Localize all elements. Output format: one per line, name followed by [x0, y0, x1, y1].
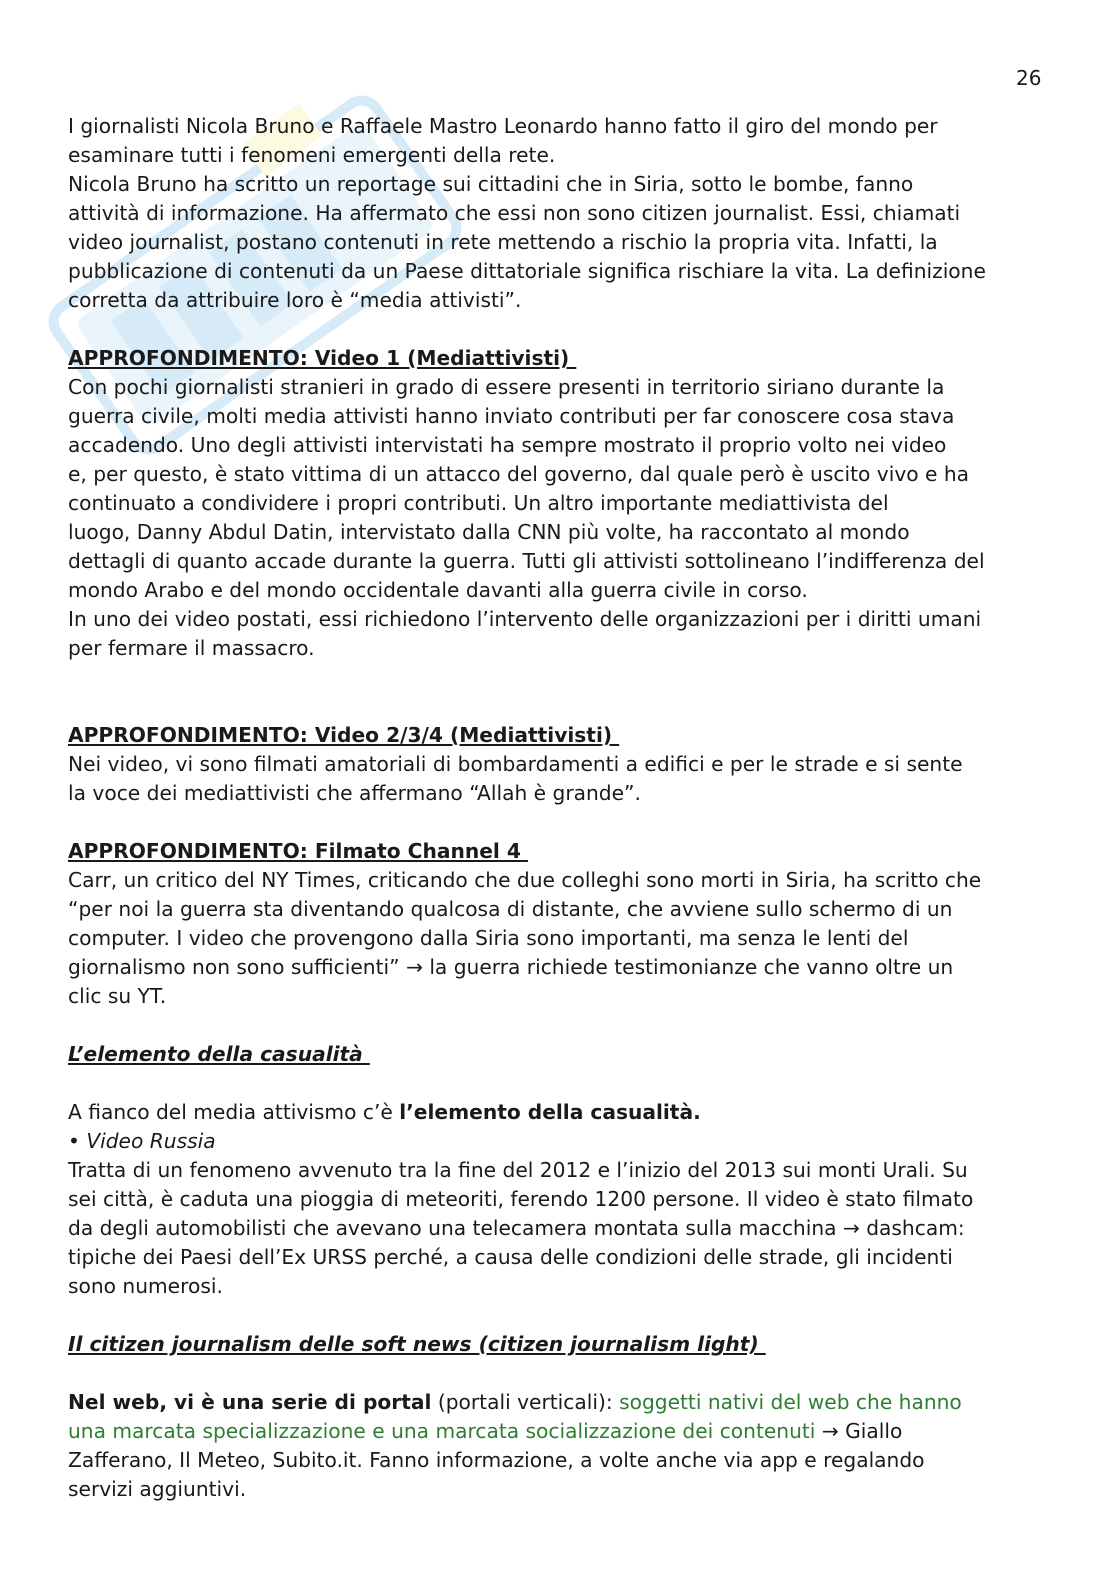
text-line: pubblicazione di contenuti da un Paese dittatoriale significa rischiare la vita. La definizione — [68, 259, 986, 283]
text-line: Nei video, vi sono filmati amatoriali di bombardamenti a edifici e per le strade e si sente — [68, 752, 963, 776]
bullet-icon: • — [68, 1129, 87, 1153]
text-line: I giornalisti Nicola Bruno e Raffaele Mastro Leonardo hanno fatto il giro del mondo per — [68, 114, 938, 138]
text-line: computer. I video che provengono dalla Siria sono importanti, ma senza le lenti del — [68, 926, 909, 950]
text-line: “per noi la guerra sta diventando qualcosa di distante, che avviene sullo schermo di un — [68, 897, 953, 921]
text-line: Nicola Bruno ha scritto un reportage sui cittadini che in Siria, sotto le bombe, fanno — [68, 172, 914, 196]
text-line: continuato a condividere i propri contributi. Un altro importante mediattivista del — [68, 491, 889, 515]
text-line: sei città, è caduta una pioggia di meteoriti, ferendo 1200 persone. Il video è stato filmato — [68, 1187, 974, 1211]
section-heading-video-2-3-4: APPROFONDIMENTO: Video 2/3/4 (Mediattivisti) — [68, 723, 620, 747]
text-line: sono numerosi. — [68, 1274, 223, 1298]
text-line: Zafferano, Il Meteo, Subito.it. Fanno informazione, a volte anche via app e regalando — [68, 1448, 925, 1472]
text-line: la voce dei mediattivisti che affermano “Allah è grande”. — [68, 781, 641, 805]
section-heading-casualita: L’elemento della casualità — [68, 1042, 370, 1066]
text-line: In uno dei video postati, essi richiedono l’intervento delle organizzazioni per i diritti umani — [68, 607, 982, 631]
document-body — [68, 112, 1058, 1504]
text-line: Nel web, vi è una serie di portal (portali verticali): soggetti nativi del web che hanno — [68, 1390, 962, 1414]
section-heading-video-1: APPROFONDIMENTO: Video 1 (Mediattivisti) — [68, 346, 577, 370]
text-line: una marcata specializzazione e una marcata socializzazione dei contenuti → Giallo — [68, 1419, 903, 1443]
text-line: servizi aggiuntivi. — [68, 1477, 247, 1501]
text-line: Con pochi giornalisti stranieri in grado di essere presenti in territorio siriano durante la — [68, 375, 945, 399]
text-line: tipiche dei Paesi dell’Ex URSS perché, a causa delle condizioni delle strade, gli incidenti — [68, 1245, 953, 1269]
text-line: A fianco del media attivismo c’è l’elemento della casualità. — [68, 1100, 701, 1124]
text-line: attività di informazione. Ha affermato che essi non sono citizen journalist. Essi, chiamati — [68, 201, 961, 225]
text-line: guerra civile, molti media attivisti hanno inviato contributi per far conoscere cosa stava — [68, 404, 955, 428]
text-line: Tratta di un fenomeno avvenuto tra la fine del 2012 e l’inizio del 2013 sui monti Urali. Su — [68, 1158, 968, 1182]
page-number: 26 — [1016, 66, 1042, 90]
text-line: per fermare il massacro. — [68, 636, 315, 660]
text-line: e, per questo, è stato vittima di un attacco del governo, dal quale però è uscito vivo e ha — [68, 462, 970, 486]
text-line: dettagli di quanto accade durante la guerra. Tutti gli attivisti sottolineano l’indifferenza del — [68, 549, 985, 573]
text-line: accadendo. Uno degli attivisti intervistati ha sempre mostrato il proprio volto nei video — [68, 433, 947, 457]
bullet-item: • Video Russia — [68, 1129, 216, 1153]
text-line: giornalismo non sono sufficienti” → la guerra richiede testimonianze che vanno oltre un — [68, 955, 954, 979]
text-line: esaminare tutti i fenomeni emergenti della rete. — [68, 143, 556, 167]
section-heading-channel-4: APPROFONDIMENTO: Filmato Channel 4 — [68, 839, 528, 863]
text-line: da degli automobilisti che avevano una telecamera montata sulla macchina → dashcam: — [68, 1216, 965, 1240]
section-heading-soft-news: Il citizen journalism delle soft news (citizen journalism light) — [68, 1332, 766, 1356]
text-line: mondo Arabo e del mondo occidentale davanti alla guerra civile in corso. — [68, 578, 808, 602]
text-line: corretta da attribuire loro è “media attivisti”. — [68, 288, 522, 312]
text-line: luogo, Danny Abdul Datin, intervistato dalla CNN più volte, ha raccontato al mondo — [68, 520, 910, 544]
text-line: Carr, un critico del NY Times, criticando che due colleghi sono morti in Siria, ha scritto che — [68, 868, 982, 892]
text-line: clic su YT. — [68, 984, 167, 1008]
text-line: video journalist, postano contenuti in rete mettendo a rischio la propria vita. Infatti, la — [68, 230, 938, 254]
